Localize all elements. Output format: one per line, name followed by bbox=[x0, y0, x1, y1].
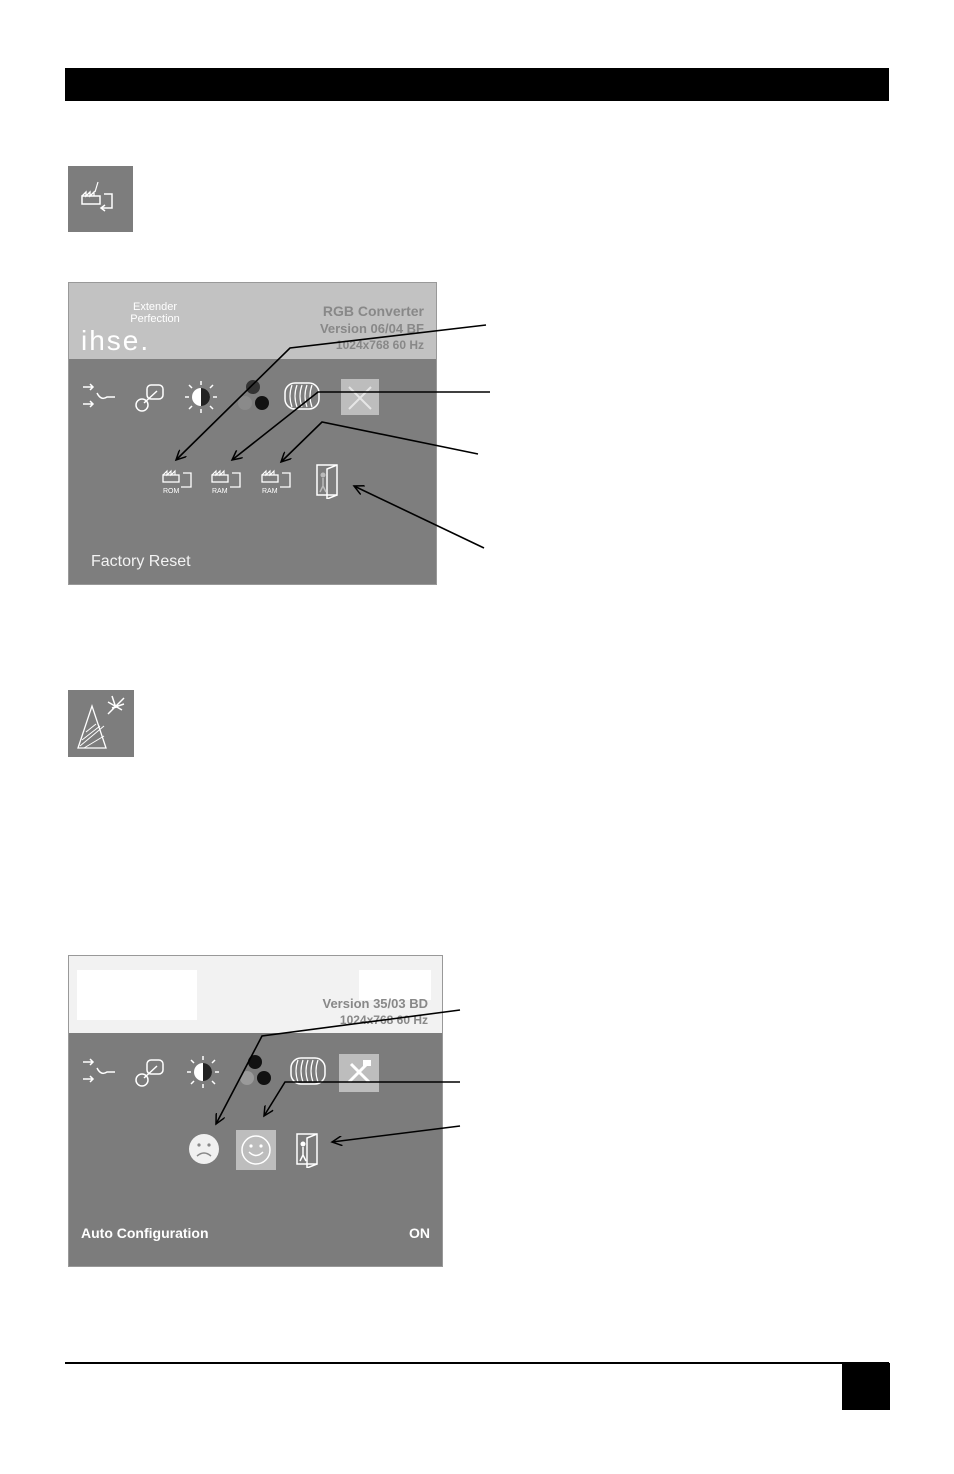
footer-value: ON bbox=[409, 1225, 430, 1241]
callout-ram bbox=[232, 392, 490, 460]
callout-sad bbox=[216, 1010, 460, 1124]
footer-label-2: Auto Configuration bbox=[81, 1225, 209, 1241]
ram-label: RAM bbox=[212, 488, 228, 495]
ram-label-2: RAM bbox=[262, 488, 278, 495]
callout-exit bbox=[354, 486, 484, 548]
tagline: Extender Perfection bbox=[130, 301, 180, 325]
version-text-2: Version 35/03 BD bbox=[322, 996, 428, 1011]
resolution-text: 1024x768 60 Hz bbox=[335, 338, 424, 352]
page-number-box bbox=[842, 1363, 890, 1410]
callout-exit-2 bbox=[332, 1126, 460, 1142]
version-text: Version 06/04 BF bbox=[319, 321, 424, 336]
callout-ram-2 bbox=[281, 422, 478, 462]
rom-label: ROM bbox=[163, 488, 180, 495]
ihse-logo: ihse. bbox=[81, 325, 151, 356]
resolution-text-2: 1024x768 60 Hz bbox=[339, 1013, 428, 1027]
product-name: RGB Converter bbox=[322, 303, 424, 319]
callout-happy bbox=[264, 1082, 460, 1116]
footer-label: Factory Reset bbox=[91, 553, 191, 570]
footer-rule bbox=[65, 1362, 889, 1364]
